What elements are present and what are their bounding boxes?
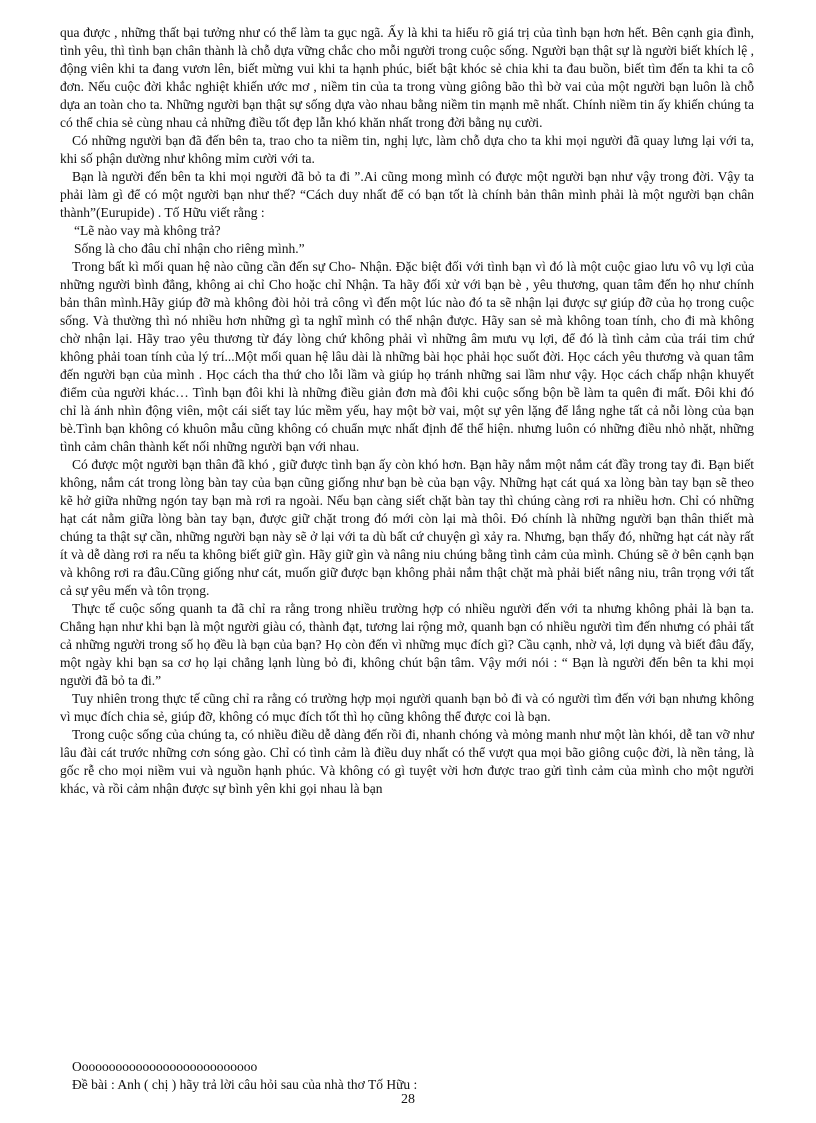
page-number: 28	[401, 1092, 415, 1107]
footer-block	[72, 1058, 712, 1094]
quote-line-1: “Lẽ nào vay mà không trả?	[74, 223, 221, 238]
section-divider: Ooooooooooooooooooooooooooo	[72, 1059, 258, 1074]
paragraph-2: Có những người bạn đã đến bên ta, trao cho ta niềm tin, nghị lực, làm chỗ dựa cho ta khi mọi người đã quay lưng lại với ta, khi số phận dường như không mỉm cười với ta.	[60, 133, 754, 166]
paragraph-5: Có được một người bạn thân đã khó , giữ được tình bạn ấy còn khó hơn. Bạn hãy nắm một nắm cát đầy trong tay đi. Bạn biết không, nắm cát trong lòng bàn tay của bạn cũng giống như bạn bè của bạn vậy. Những hạt cát quá xa lòng bàn tay bạn sẽ theo kẽ hở giữa những ngón tay bạn mà rơi ra ngoài. Nếu bạn càng siết chặt bàn tay thì chúng càng rơi ra nhiều hơn. Chỉ có những hạt cát nằm giữa lòng bàn tay bạn, được giữ chặt trong đó mới còn lại mà thôi. Đó chính là những người bạn thân thiết mà chúng ta thật sự cần, những người bạn này sẽ ở lại với ta dù bất cứ chuyện gì xảy ra. Nhưng, bạn thấy đó, những hạt cát này rất ít và dễ dàng rơi ra nếu ta không biết giữ gìn. Hãy giữ gìn và nâng niu chúng bằng tình cảm của mình. Chúng sẽ ở bên cạnh bạn và không rơi ra đâu.Cũng giống như cát, muốn giữ được bạn không phải nắm thật chặt mà phải biết nâng niu, trân trọng với tất cả sự yêu mến và tôn trọng.	[60, 457, 754, 598]
document-body	[60, 24, 754, 798]
paragraph-4: Trong bất kì mối quan hệ nào cũng cần đến sự Cho- Nhận. Đặc biệt đối với tình bạn vì đó là một cuộc giao lưu vô vụ lợi của những người bình đẳng, không ai chỉ Cho hoặc chỉ Nhận. Ta hãy đối xử với bạn bè , yêu thương, quan tâm đến họ như chính bản thân mình.Hãy giúp đỡ mà không đòi hỏi trả công vì đến một lúc nào đó ta sẽ nhận lại được sự giúp đỡ của họ trong cuộc sống. Và thường thì nó nhiều hơn những gì ta nghĩ mình có thể nhận được. Hãy san sẻ mà không toan tính, cho đi mà không chờ nhận lại. Hãy trao yêu thương từ đáy lòng chứ không phải vì những âm mưu vụ lợi, để đó là tình cảm của trái tim chứ không phải toan tính của lý trí...Một mối quan hệ lâu dài là những bài học phải học suốt đời. Học cách yêu thương và quan tâm đến người bạn của mình . Học cách tha thứ cho lỗi lầm và giúp họ tránh những sai lầm như vậy. Học cách chấp nhận khuyết điểm của người khác… Tình bạn đôi khi là những điều giản đơn mà đôi khi cuộc sống bộn bề làm ta quên đi mất. Đôi khi đó chỉ là ánh nhìn động viên, một cái siết tay lúc mềm yếu, hay một bờ vai, một sự yên lặng để lắng nghe tất cả nỗi lòng của bạn bè.Tình bạn không có khuôn mẫu cũng không có chuẩn mực nhất định để thể hiện. nhưng luôn có những điều nhỏ nhặt, những tình cảm chân thành kết nối những người bạn với nhau.	[60, 259, 754, 454]
quote-line-2: Sống là cho đâu chỉ nhận cho riêng mình.”	[74, 241, 305, 256]
paragraph-3: Bạn là người đến bên ta khi mọi người đã bỏ ta đi ”.Ai cũng mong mình có được một người bạn như vậy trong đời. Vậy ta phải làm gì để có một người bạn như thế? “Cách duy nhất để có bạn tốt là chính bản thân mình phải là một người bạn chân thành”(Eurupide) . Tố Hữu viết rằng :	[60, 169, 754, 220]
assignment-prompt: Đề bài : Anh ( chị ) hãy trả lời câu hỏi sau của nhà thơ Tố Hữu :	[72, 1077, 418, 1092]
paragraph-6: Thực tế cuộc sống quanh ta đã chỉ ra rằng trong nhiều trường hợp có nhiều người đến với ta nhưng không phải là bạn ta. Chẳng hạn như khi bạn là một người giàu có, thành đạt, tương lai rộng mở, quanh bạn có nhiều người tìm đến nhưng có phải tất cả những người trong số họ đều là bạn của bạn? Họ còn đến vì những mục đích gì? Cầu cạnh, nhờ vả, lợi dụng và biết đâu đấy, một ngày khi bạn sa cơ họ lại chẳng lạnh lùng bỏ đi, không chút bận tâm. Vậy mới nói : “ Bạn là người đến bên ta khi mọi người đã bỏ ta đi.”	[60, 601, 754, 688]
paragraph-8: Trong cuộc sống của chúng ta, có nhiều điều dễ dàng đến rồi đi, nhanh chóng và mỏng manh như một làn khói, dễ tan vỡ như lâu đài cát trước những cơn sóng gào. Chỉ có tình cảm là điều duy nhất có thể vượt qua mọi bão giông cuộc đời, là nền tảng, là gốc rễ cho mọi niềm vui và nguồn hạnh phúc. Và không có gì tuyệt vời hơn được trao gửi tình cảm của mình cho một người khác, và rồi cảm nhận được sự bình yên khi gọi nhau là bạn	[60, 727, 754, 796]
paragraph-1: qua được , những thất bại tưởng như có thể làm ta gục ngã. Ấy là khi ta hiểu rõ giá trị của tình bạn hơn hết. Bên cạnh gia đình, tình yêu, thì tình bạn chân thành là chỗ dựa vững chắc cho mỗi người trong cuộc sống. Người bạn thật sự là người biết khích lệ , động viên khi ta đang vươn lên, biết mừng vui khi ta hạnh phúc, biết bật khóc sẻ chia khi ta đau buồn, biết tìm đến ta khi ta cô đơn. Nếu cuộc đời khắc nghiệt khiến ước mơ , niềm tin của ta trong vùng giông bão thì bờ vai của một người bạn luôn là chỗ dựa an toàn cho ta. Những người bạn thật sự sống dựa vào nhau bằng niềm tin mạnh mẽ nhất. Chính niềm tin ấy khiến chúng ta có thể chia sẻ cùng nhau cả những điều tốt đẹp lẫn khó khăn nhất trong đời bằng nụ cười.	[60, 25, 754, 130]
paragraph-7: Tuy nhiên trong thực tế cũng chỉ ra rằng có trường hợp mọi người quanh bạn bỏ đi và có người tìm đến với bạn nhưng không vì mục đích chia sẻ, giúp đỡ, không có mục đích tốt thì họ cũng không thể được coi là bạn.	[60, 691, 754, 724]
